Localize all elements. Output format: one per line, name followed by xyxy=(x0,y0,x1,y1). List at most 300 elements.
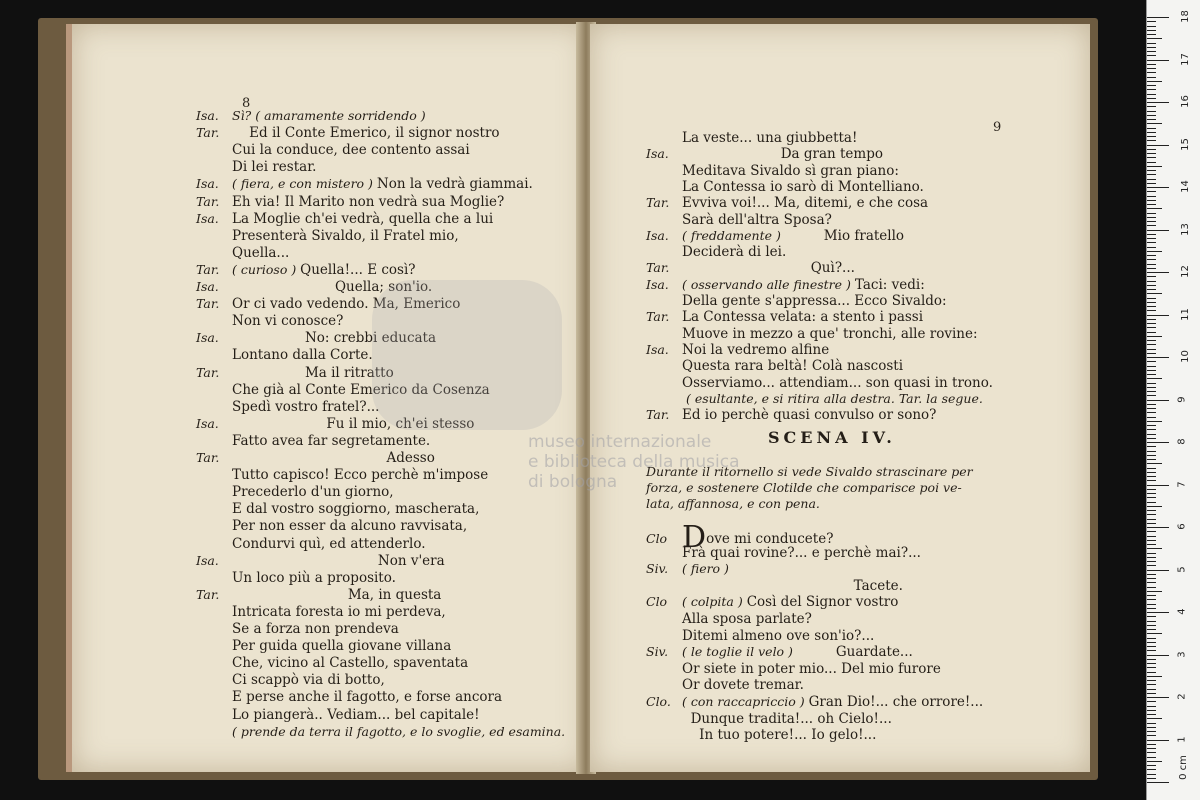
ruler-tick xyxy=(1147,774,1156,775)
drop-cap: D xyxy=(682,520,707,555)
verse-text: No: crebbi educata xyxy=(232,330,437,347)
speaker-label: Isa. xyxy=(196,552,219,568)
text-line xyxy=(196,501,479,517)
ruler-tick xyxy=(1147,213,1156,214)
ruler-tick xyxy=(1147,706,1156,707)
ruler-tick xyxy=(1147,463,1162,464)
ruler-tick xyxy=(1147,451,1156,452)
ruler-tick xyxy=(1147,247,1156,248)
ruler-tick xyxy=(1147,119,1156,120)
ruler-tick xyxy=(1147,255,1156,256)
text-line xyxy=(646,594,898,610)
speaker-label: Tar. xyxy=(196,193,220,209)
ruler-tick xyxy=(1147,497,1156,498)
ruler-tick xyxy=(1147,446,1156,447)
stage-note: ( esultante, e si ritira alla destra. Tar. la segue. xyxy=(682,390,983,406)
ruler-tick xyxy=(1147,43,1156,44)
speaker-label: Tar. xyxy=(196,364,220,380)
verse-text: Non la vedrà giammai. xyxy=(376,176,533,193)
ruler-tick xyxy=(1147,476,1156,477)
verse-text: Adesso xyxy=(232,450,435,466)
verse-text: La veste... una giubbetta! xyxy=(682,130,858,146)
verse-text: Or dovete tremar. xyxy=(682,677,804,694)
stage-note: ( prende da terra il fagotto, e lo svoglie, ed esamina. xyxy=(232,723,566,739)
text-line xyxy=(646,260,855,276)
watermark-text xyxy=(528,432,740,492)
ruler-tick xyxy=(1147,293,1162,294)
ruler-tick xyxy=(1147,459,1156,460)
verse-text: Meditava Sivaldo sì gran piano: xyxy=(682,162,899,179)
text-line xyxy=(196,228,459,244)
speaker-label: Tar. xyxy=(196,125,220,141)
verse-text: Per non esser da alcuno ravvisata, xyxy=(232,518,468,535)
ruler-tick xyxy=(1147,629,1156,630)
ruler-tick xyxy=(1147,81,1162,82)
text-line xyxy=(646,309,923,325)
speaker-label: Tar. xyxy=(196,586,220,602)
verse-text: In tuo potere!... Io gelo!... xyxy=(682,727,877,744)
ruler-tick xyxy=(1147,128,1156,129)
text-line xyxy=(646,711,892,727)
verse-text: Che, vicino al Castello, spaventata xyxy=(232,655,469,672)
speaker-label: Tar. xyxy=(196,450,220,465)
speaker-label: Clo xyxy=(646,594,668,610)
ruler-tick xyxy=(1147,485,1169,486)
ruler-tick xyxy=(1147,718,1162,719)
verse-text: Ditemi almeno ove son'io?... xyxy=(682,627,875,644)
text-line xyxy=(196,450,435,466)
ruler-tick xyxy=(1147,731,1156,732)
verse-text: Noi la vedremo alfine xyxy=(682,341,830,358)
verse-text: Quella... xyxy=(232,244,290,261)
verse-text: Quella; son'io. xyxy=(232,279,433,295)
ruler-tick xyxy=(1147,680,1156,681)
verse-text: Frà quai rovine?... e perchè mai?... xyxy=(682,544,921,561)
verse-text: La Contessa io sarò di Montelliano. xyxy=(682,178,924,195)
ruler-tick xyxy=(1147,684,1156,685)
ruler-tick xyxy=(1147,400,1169,401)
ruler-tick xyxy=(1147,85,1156,86)
ruler-tick xyxy=(1147,34,1156,35)
text-line xyxy=(646,244,786,260)
verse-text: Guardate... xyxy=(792,644,913,661)
verse-text: Eh via! Il Marito non vedrà sua Moglie? xyxy=(232,193,505,210)
text-line xyxy=(646,342,829,358)
ruler-tick xyxy=(1147,472,1156,473)
text-line xyxy=(196,194,504,210)
text-line xyxy=(196,262,416,278)
ruler-tick xyxy=(1147,17,1169,18)
ruler-tick xyxy=(1147,565,1156,566)
text-line xyxy=(646,727,876,743)
ruler-tick xyxy=(1147,769,1156,770)
ruler-tick xyxy=(1147,289,1156,290)
ruler-number: 12 xyxy=(1179,265,1191,278)
ruler-tick xyxy=(1147,587,1156,588)
ruler-tick xyxy=(1147,544,1156,545)
ruler-tick xyxy=(1147,727,1156,728)
ruler-tick xyxy=(1147,174,1156,175)
ruler-tick xyxy=(1147,327,1156,328)
text-line xyxy=(646,212,832,228)
text-line xyxy=(196,211,493,227)
speaker-label: Isa. xyxy=(196,279,219,294)
ruler-tick xyxy=(1147,191,1156,192)
text-line xyxy=(196,467,488,483)
ruler-tick xyxy=(1147,540,1156,541)
verse-text: Dunque tradita!... oh Cielo!... xyxy=(682,710,892,727)
ruler-tick xyxy=(1147,612,1169,613)
verse-text: Lontano dalla Corte. xyxy=(232,347,373,364)
ruler-tick xyxy=(1147,72,1156,73)
ruler-tick xyxy=(1147,391,1156,392)
ruler-tick xyxy=(1147,757,1156,758)
verse-text: Cui la conduce, dee contento assai xyxy=(232,142,470,159)
ruler-tick xyxy=(1147,429,1156,430)
ruler-tick xyxy=(1147,183,1156,184)
ruler-tick xyxy=(1147,782,1169,783)
ruler-tick xyxy=(1147,336,1162,337)
ruler-tick xyxy=(1147,608,1156,609)
ruler-tick xyxy=(1147,30,1156,31)
ruler-tick xyxy=(1147,383,1156,384)
ruler-tick xyxy=(1147,591,1162,592)
verse-text: Ed io perchè quasi convulso or sono? xyxy=(682,407,937,424)
ruler-tick xyxy=(1147,735,1156,736)
ruler-tick xyxy=(1147,77,1156,78)
verse-text: Condurvi quì, ed attenderlo. xyxy=(232,535,426,552)
verse-text: Evviva voi!... Ma, ditemi, e che cosa xyxy=(682,195,929,212)
speaker-label: Tar. xyxy=(646,260,670,276)
ruler-number: 1 xyxy=(1176,735,1188,743)
text-line xyxy=(196,655,468,671)
verse-text: Presenterà Sivaldo, il Fratel mio, xyxy=(232,227,459,244)
verse-text: E perse anche il fagotto, e forse ancora xyxy=(232,689,503,706)
ruler-number: 2 xyxy=(1176,693,1188,700)
speaker-label: Isa. xyxy=(646,227,669,243)
ruler-tick xyxy=(1147,599,1156,600)
verse-text: Mio fratello xyxy=(780,227,905,244)
ruler-tick xyxy=(1147,604,1156,605)
scene-heading: SCENA IV. xyxy=(768,428,896,447)
verse-text: Quì?... xyxy=(682,260,855,277)
ruler-tick xyxy=(1147,298,1156,299)
text-line xyxy=(196,536,426,552)
speaker-label: Isa. xyxy=(196,330,219,346)
verse-text: Da gran tempo xyxy=(682,146,883,163)
ruler-tick xyxy=(1147,561,1156,562)
watermark-line: di bologna xyxy=(528,472,618,492)
verse-text: Tutto capisco! Ecco perchè m'impose xyxy=(232,467,489,484)
ruler-tick xyxy=(1147,94,1156,95)
speaker-label: Siv. xyxy=(646,644,669,660)
ruler-tick xyxy=(1147,667,1156,668)
text-line xyxy=(196,433,430,449)
ruler-tick xyxy=(1147,149,1156,150)
ruler-tick xyxy=(1147,140,1156,141)
ruler-tick xyxy=(1147,468,1156,469)
text-line xyxy=(646,277,925,293)
verse-text: Muove in mezzo a que' tronchi, alle rovine: xyxy=(682,325,978,342)
text-line xyxy=(196,108,426,124)
verse-text: Di lei restar. xyxy=(232,159,317,176)
text-line xyxy=(196,724,565,740)
verse-text: Deciderà di lei. xyxy=(682,244,787,261)
ruler-tick xyxy=(1147,506,1162,507)
text-line xyxy=(646,163,899,179)
ruler-tick xyxy=(1147,166,1162,167)
ruler-tick xyxy=(1147,268,1156,269)
ruler-tick xyxy=(1147,136,1156,137)
verse-text: Sarà dell'altra Sposa? xyxy=(682,211,832,228)
stage-note: ( fiera, e con mistero ) xyxy=(232,176,377,192)
stage-note: ( osservando alle finestre ) xyxy=(682,276,855,292)
verse-text: Gran Dio!... che orrore!... xyxy=(808,694,984,710)
verse-text: Precederlo d'un giorno, xyxy=(232,484,394,501)
text-line xyxy=(646,195,928,211)
text-line xyxy=(646,391,983,407)
text-line xyxy=(646,611,812,627)
text-line xyxy=(196,484,394,500)
ruler-tick xyxy=(1147,502,1156,503)
ruler-tick xyxy=(1147,638,1156,639)
text-line xyxy=(646,628,874,644)
ruler-tick xyxy=(1147,200,1156,201)
ruler-tick xyxy=(1147,162,1156,163)
stage-note: Sì? ( amaramente sorridendo ) xyxy=(232,108,426,123)
ruler-tick xyxy=(1147,523,1156,524)
ruler-tick xyxy=(1147,655,1169,656)
ruler-tick xyxy=(1147,693,1156,694)
verse-text: Fatto avea far segretamente. xyxy=(232,432,431,449)
verse-text: Per guida quella giovane villana xyxy=(232,638,452,655)
watermark-logo xyxy=(372,280,562,430)
ruler-tick xyxy=(1147,276,1156,277)
ruler-tick xyxy=(1147,370,1156,371)
ruler-tick xyxy=(1147,510,1156,511)
ruler-tick xyxy=(1147,672,1156,673)
ruler-number: 10 xyxy=(1179,350,1191,363)
page-number: 8 xyxy=(242,96,251,111)
text-line xyxy=(646,228,904,244)
text-line xyxy=(646,694,983,710)
ruler-tick xyxy=(1147,281,1156,282)
ruler-tick xyxy=(1147,132,1156,133)
text-line xyxy=(196,365,394,381)
ruler-tick xyxy=(1147,765,1156,766)
ruler-tick xyxy=(1147,395,1156,396)
ruler-tick xyxy=(1147,633,1162,634)
text-line xyxy=(196,707,480,723)
speaker-label: Isa. xyxy=(196,210,219,226)
ruler-tick xyxy=(1147,332,1156,333)
ruler-tick xyxy=(1147,710,1156,711)
ruler-tick xyxy=(1147,417,1156,418)
text-line xyxy=(196,638,451,654)
ruler-tick xyxy=(1147,493,1156,494)
stage-note: ( freddamente ) xyxy=(682,227,781,243)
verse-text: Se a forza non prendeva xyxy=(232,621,399,637)
ruler-tick xyxy=(1147,374,1156,375)
text-line xyxy=(646,179,924,195)
ruler-tick xyxy=(1147,196,1156,197)
ruler-tick xyxy=(1147,60,1169,61)
ruler-tick xyxy=(1147,242,1156,243)
verse-text: Osserviamo... attendiam... son quasi in trono. xyxy=(682,374,993,391)
ruler-tick xyxy=(1147,752,1156,753)
speaker-label: Isa. xyxy=(646,341,669,357)
text-line xyxy=(646,578,903,594)
book-spread xyxy=(38,18,1098,780)
ruler-tick xyxy=(1147,404,1156,405)
text-line xyxy=(196,142,470,158)
ruler-tick xyxy=(1147,89,1156,90)
text-line xyxy=(196,689,502,705)
ruler-number: 4 xyxy=(1176,608,1188,615)
ruler-tick xyxy=(1147,412,1156,413)
text-line xyxy=(196,570,396,586)
ruler-tick xyxy=(1147,353,1156,354)
ruler-tick xyxy=(1147,204,1156,205)
ruler-tick xyxy=(1147,553,1156,554)
text-line xyxy=(196,125,500,141)
ruler-tick xyxy=(1147,111,1156,112)
ruler-tick xyxy=(1147,646,1156,647)
ruler-tick xyxy=(1147,238,1156,239)
ruler-tick xyxy=(1147,230,1169,231)
ruler-tick xyxy=(1147,106,1156,107)
ruler-number: 3 xyxy=(1176,650,1188,658)
ruler-tick xyxy=(1147,310,1156,311)
verse-text: Spedì vostro fratel?... xyxy=(232,398,380,415)
ruler-number: 15 xyxy=(1179,137,1191,151)
verse-text: E dal vostro soggiorno, mascherata, xyxy=(232,501,480,518)
ruler-tick xyxy=(1147,663,1156,664)
ruler-tick xyxy=(1147,323,1156,324)
ruler-unit: 0 cm xyxy=(1177,755,1189,780)
ruler-tick xyxy=(1147,740,1169,741)
ruler-number: 11 xyxy=(1179,307,1191,321)
ruler-number: 6 xyxy=(1176,523,1188,530)
ruler-tick xyxy=(1147,536,1156,537)
verse-text: Alla sposa parlate? xyxy=(682,611,812,627)
ruler-tick xyxy=(1147,778,1156,779)
ruler-tick xyxy=(1147,557,1156,558)
text-line xyxy=(196,159,316,175)
text-line xyxy=(196,604,446,620)
verse-text: La Moglie ch'ei vedrà, quella che a lui xyxy=(232,210,494,227)
verse-text: La Contessa velata: a stento i passi xyxy=(682,309,924,326)
speaker-label: Siv. xyxy=(646,561,669,577)
ruler-tick xyxy=(1147,387,1156,388)
ruler-tick xyxy=(1147,123,1162,124)
ruler-number: 9 xyxy=(1176,395,1188,403)
ruler-tick xyxy=(1147,748,1156,749)
stage-note: ( colpita ) xyxy=(682,594,747,610)
speaker-label: Isa. xyxy=(646,276,669,292)
ruler-number: 7 xyxy=(1176,480,1188,488)
ruler-tick xyxy=(1147,480,1156,481)
ruler-tick xyxy=(1147,259,1156,260)
ruler-tick xyxy=(1147,514,1156,515)
ruler-tick xyxy=(1147,251,1162,252)
ruler-tick xyxy=(1147,519,1156,520)
ruler-tick xyxy=(1147,689,1156,690)
verse-text: Che già al Conte Emerico da Cosenza xyxy=(232,381,490,398)
speaker-label: Isa. xyxy=(196,415,219,431)
verse-text: Intricata foresta io mi perdeva, xyxy=(232,603,446,620)
ruler-tick xyxy=(1147,47,1156,48)
ruler-tick xyxy=(1147,582,1156,583)
ruler-tick xyxy=(1147,68,1156,69)
ruler-tick xyxy=(1147,438,1156,439)
ruler-tick xyxy=(1147,697,1169,698)
verse-text: Ma il ritratto xyxy=(232,364,394,381)
ruler-tick xyxy=(1147,616,1156,617)
speaker-label: Tar. xyxy=(196,296,220,312)
ruler-tick xyxy=(1147,701,1156,702)
page-number: 9 xyxy=(993,120,1002,135)
ruler-tick xyxy=(1147,527,1169,528)
text-line xyxy=(646,293,947,309)
ruler-tick xyxy=(1147,625,1156,626)
stage-note: ( con raccapriccio ) xyxy=(682,694,809,709)
text-line xyxy=(196,518,467,534)
speaker-label: Isa. xyxy=(196,176,219,192)
stage-note: ( curioso ) xyxy=(232,261,301,277)
verse-text: Fu il mio, ch'ei stesso xyxy=(232,415,475,432)
verse-text: Ma, in questa xyxy=(232,586,442,603)
ruler-tick xyxy=(1147,425,1156,426)
text-line xyxy=(646,326,978,342)
ruler-number: 13 xyxy=(1179,222,1191,236)
speaker-label: Tar. xyxy=(646,407,670,423)
text-line xyxy=(646,407,936,423)
ruler-tick xyxy=(1147,361,1156,362)
watermark-line: e biblioteca della musica xyxy=(528,452,740,472)
ruler-tick xyxy=(1147,285,1156,286)
ruler-tick xyxy=(1147,455,1156,456)
verse-text: ove mi conducete? xyxy=(706,531,834,547)
ruler-tick xyxy=(1147,421,1162,422)
ruler-tick xyxy=(1147,744,1156,745)
stage-direction-line: forza, e sostenere Clotilde che comparisce poi ve- xyxy=(646,480,962,495)
ruler-tick xyxy=(1147,225,1156,226)
ruler-tick xyxy=(1147,26,1156,27)
ruler-tick xyxy=(1147,344,1156,345)
ruler-tick xyxy=(1147,489,1156,490)
verse-text: Non vi conosce? xyxy=(232,313,344,330)
ruler-tick xyxy=(1147,442,1169,443)
text-line xyxy=(196,672,385,688)
verse-text: Or siete in poter mio... Del mio furore xyxy=(682,660,941,677)
watermark-line: museo internazionale xyxy=(528,432,712,452)
ruler-tick xyxy=(1147,102,1169,103)
stage-note: ( fiero ) xyxy=(682,561,729,577)
ruler-tick xyxy=(1147,221,1156,222)
verse-text: Taci: vedi: xyxy=(854,276,925,293)
ruler-number: 18 xyxy=(1179,10,1191,23)
ruler-tick xyxy=(1147,319,1156,320)
measurement-ruler xyxy=(1146,0,1200,800)
ruler-tick xyxy=(1147,366,1156,367)
ruler-tick xyxy=(1147,21,1156,22)
ruler-tick xyxy=(1147,115,1156,116)
speaker-label: Clo. xyxy=(646,694,671,709)
verse-text: Così del Signor vostro xyxy=(746,594,899,611)
right-page xyxy=(590,24,1090,772)
ruler-number: 17 xyxy=(1179,52,1191,66)
